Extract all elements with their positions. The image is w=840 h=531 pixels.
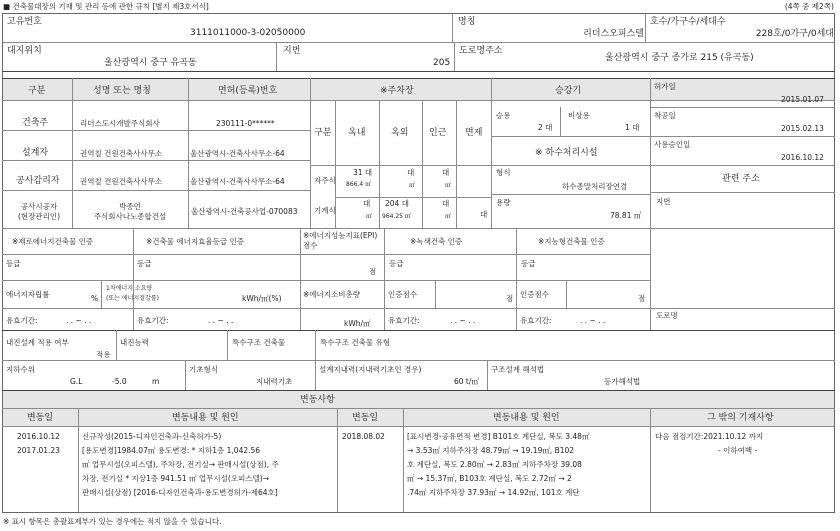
- sewage-capacity-label: 용량: [496, 198, 511, 207]
- parking-col-type: 구분: [314, 128, 332, 138]
- units-value: 228호/0가구/0세대: [755, 29, 834, 39]
- change-line: [용도변경]1984.07㎡ 용도변경: * 지하1층 1,042.56: [82, 446, 261, 455]
- parking-row1-outdoor-area: ㎡: [409, 182, 416, 189]
- score-unit: 점: [506, 294, 514, 303]
- changes-col-content: 변동내용 및 원인: [172, 413, 239, 423]
- foundation-value: 지내력기초: [256, 377, 293, 386]
- other-entry-line: 다음 점검기간:2021.10.12 까지: [655, 432, 764, 441]
- changes-col-date: 변동일: [27, 413, 54, 423]
- bearing-label: 설계지내력(지내력기초인 경우): [319, 365, 422, 374]
- valid-value: . . ~ . .: [66, 316, 92, 325]
- permit-date: 2015.01.07: [781, 95, 824, 104]
- parking-row1-near: 대: [442, 168, 450, 177]
- change-line: → 3.53㎡ 지하주차장 48.79㎡ → 19.19㎡, B102: [407, 446, 575, 455]
- score-label: 인증점수: [388, 290, 417, 299]
- groundwater-value: -5.0: [112, 377, 127, 386]
- parking-title: ※주차장: [380, 86, 414, 96]
- change-line: ㎡ → 15.37㎡, B103호 계단실, 복도 2.72㎡ → 2: [407, 474, 572, 483]
- foundation-label: 기초형식: [189, 365, 218, 374]
- page-number: (4쪽 중 제2쪽): [784, 2, 834, 11]
- parking-row2-indoor: 대: [363, 199, 371, 208]
- zero-energy-title: ※제로에너지건축물 인증: [12, 237, 94, 246]
- change-line: ㎡ 업무시설(오피스텔), 주차장, 전기실→ 판매시설(상점), 주: [82, 460, 279, 469]
- bearing-value: 60 t/㎡: [454, 377, 479, 386]
- valid-value: . . ~ . .: [580, 316, 606, 325]
- analysis-value: 등가해석법: [604, 377, 641, 386]
- elevator-passenger-label: 승용: [496, 111, 511, 120]
- energy-consumption-unit: kWh/㎡: [344, 319, 371, 328]
- lot-label: 지번: [283, 46, 301, 56]
- smart-title: ※지능형건축물 인증: [538, 237, 605, 246]
- approval-date: 2016.10.12: [781, 153, 824, 162]
- special-structure-label: 특수구조 건축물: [232, 338, 286, 347]
- energy-consumption-label: ※에너지소비총량: [303, 290, 360, 299]
- self-rate-label: 에너지자립률: [6, 290, 50, 299]
- primary-energy-unit: kWh/㎡(%): [242, 294, 282, 303]
- related-address-title: 관련 주소: [722, 174, 760, 184]
- sewage-type: 하수종말처리장연결: [562, 182, 628, 191]
- epi-title: ※에너지성능지표(EPI) 점수: [303, 231, 378, 250]
- sewage-capacity: 78.81 ㎥: [610, 211, 642, 220]
- groundwater-gl: G.L: [70, 377, 83, 386]
- grade-label: 등급: [521, 259, 536, 268]
- special-structure-type-label: 특수구조 건축물 유형: [320, 338, 390, 347]
- owner-row-name: 리더스도시개발주식회사: [80, 119, 160, 128]
- start-date-label: 착공일: [654, 111, 676, 120]
- seismic-label: 내진설계 적용 여부: [6, 338, 69, 347]
- valid-value: . . ~ . .: [208, 316, 234, 325]
- seismic-capacity-label: 내진능력: [120, 338, 149, 347]
- analysis-label: 구조설계 해석법: [491, 365, 545, 374]
- valid-label: 유효기간:: [520, 316, 552, 325]
- related-road-label: 도로명: [656, 311, 678, 320]
- change-line: 호 계단실, 복도 2.80㎡ → 2.83㎡ 지하주차장 39.08: [407, 460, 582, 469]
- groundwater-unit: m: [152, 377, 160, 386]
- groundwater-label: 지하수위: [6, 365, 35, 374]
- other-entry-line: - 이하여백 -: [718, 446, 758, 455]
- owner-row-name: 권역칠 건원건축사사무소: [80, 177, 163, 186]
- epi-unit: 점: [369, 267, 377, 276]
- primary-energy-label: 1차에너지 소요량 (또는 에너지절감률): [106, 285, 159, 302]
- elevator-emergency: 1 대: [625, 123, 640, 132]
- parking-row1-near-area: ㎡: [445, 182, 452, 189]
- elevator-passenger: 2 대: [538, 123, 553, 132]
- owners-col-name: 성명 또는 명칭: [93, 86, 151, 96]
- change-line: 차장, 전기실 * 지상1층 941.51 ㎡ 업무시설(오피스텔)→: [82, 474, 270, 483]
- sewage-type-label: 형식: [496, 168, 511, 177]
- grade-label: 등급: [389, 259, 404, 268]
- owners-col-regno: 면허(등록)번호: [218, 86, 278, 96]
- owner-row-regno: 울산광역시-건축공사업-070083: [191, 207, 298, 216]
- parking-row2-label: 기계식: [314, 206, 336, 215]
- road-value: 울산광역시 중구 종가로 215 (유곡동): [605, 53, 754, 63]
- name-label: 명칭: [458, 17, 476, 27]
- parking-col-outdoor: 옥외: [391, 128, 409, 138]
- efficiency-title: ※건축물 에너지효율등급 인증: [146, 237, 244, 246]
- parking-row1-outdoor: 대: [407, 168, 415, 177]
- parking-col-exempt: 면제: [465, 128, 483, 138]
- change-date: 2017.01.23: [17, 446, 60, 455]
- grade-label: 등급: [137, 259, 152, 268]
- seismic-value: 적용: [96, 350, 111, 359]
- units-label: 호수/가구수/세대수: [650, 17, 726, 27]
- parking-row2-outdoor: 204 대: [385, 199, 409, 208]
- footnote: ※ 표시 항목은 총괄표제부가 있는 경우에는 적지 않을 수 있습니다.: [3, 517, 222, 526]
- change-line: 신규작성(2015-디자인건축과-신축허가-5): [82, 432, 222, 441]
- id-value: 3111011000-3-02050000: [190, 28, 306, 38]
- site-value: 울산광역시 중구 유곡동: [104, 58, 197, 68]
- owners-col-type: 구분: [28, 86, 46, 96]
- parking-row1-indoor: 31 대: [353, 168, 373, 177]
- change-date: 2016.10.12: [17, 432, 60, 441]
- sewage-title: ※ 하수처리시설: [535, 148, 598, 158]
- valid-value: . . ~ . .: [450, 316, 476, 325]
- id-label: 고유번호: [7, 17, 42, 27]
- changes-col-date: 변동일: [352, 413, 379, 423]
- parking-row2-near: 대: [442, 199, 450, 208]
- owner-row-regno: 울산광역시-건축사사무소-64: [190, 149, 285, 158]
- grade-label: 등급: [6, 259, 21, 268]
- other-entries-title: 그 밖의 기재사항: [707, 413, 774, 423]
- change-line: 판매시설(상점) [2016-디자인건축과-용도변경허가-제64호]: [82, 488, 278, 497]
- parking-col-near: 인근: [429, 128, 447, 138]
- owner-row-type: 공사감리자: [16, 176, 60, 186]
- change-date: 2018.08.02: [342, 432, 385, 441]
- lot-value: 205: [433, 58, 451, 68]
- change-line: [표시변경-공유면적 변경] B101호 계단실, 복도 3.48㎡: [407, 432, 590, 441]
- owner-row-type: 건축주: [22, 118, 49, 128]
- form-title: ■ 건축물대장의 기재 및 관리 등에 관한 규칙 [별지 제3호서식]: [3, 2, 209, 11]
- owner-row-name: 권역칠 건원건축사사무소: [80, 149, 163, 158]
- road-label: 도로명주소: [459, 46, 503, 56]
- parking-row2-near-area: ㎡: [445, 213, 452, 220]
- parking-row1-indoor-area: 866.4 ㎡: [346, 181, 372, 188]
- changes-title: 변동사항: [300, 395, 335, 405]
- owner-row-type: 설계자: [22, 148, 49, 158]
- score-unit: 점: [638, 294, 646, 303]
- parking-row1-label: 자주식: [314, 176, 336, 185]
- permit-date-label: 허가일: [654, 82, 676, 91]
- elevator-title: 승강기: [555, 86, 582, 96]
- parking-exempt: 대: [480, 210, 488, 219]
- green-title: ※녹색건축 인증: [410, 237, 463, 246]
- owner-row-name: 박종언 주식회사나노종합건설: [93, 202, 167, 221]
- start-date: 2015.02.13: [781, 124, 824, 133]
- valid-label: 유효기간:: [6, 316, 38, 325]
- self-rate-unit: %: [91, 294, 99, 303]
- valid-label: 유효기간:: [388, 316, 420, 325]
- parking-col-indoor: 옥내: [348, 128, 366, 138]
- site-label: 대지위치: [7, 46, 42, 56]
- owner-row-type: 공사시공자 (현장관리인): [17, 202, 61, 221]
- owner-row-regno: 울산광역시-건축사사무소-64: [190, 177, 285, 186]
- owner-row-regno: 230111-0******: [216, 119, 275, 128]
- score-label: 인증점수: [520, 290, 549, 299]
- valid-label: 유효기간:: [137, 316, 169, 325]
- elevator-emergency-label: 비상용: [568, 111, 590, 120]
- name-value: 리더스오피스텔: [583, 29, 644, 39]
- change-line: .74㎡ 지하주차장 37.93㎡ → 14.92㎡, 101호 계단: [407, 488, 580, 497]
- related-lot-label: 지번: [656, 197, 671, 206]
- parking-row2-indoor-area: ㎡: [366, 213, 373, 220]
- parking-row2-outdoor-area: 964.25 ㎡: [382, 213, 411, 220]
- changes-col-content: 변동내용 및 원인: [493, 413, 560, 423]
- approval-date-label: 사용승인일: [654, 140, 691, 149]
